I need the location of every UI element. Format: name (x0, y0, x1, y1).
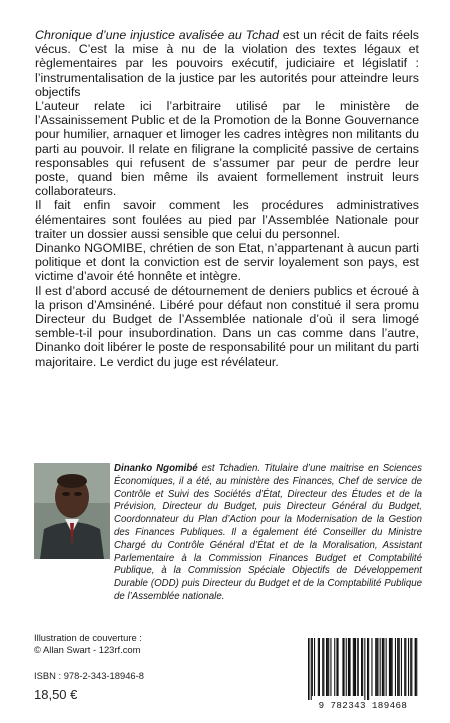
barcode-bar (382, 638, 384, 696)
barcode-bar (395, 638, 396, 696)
barcode-bar (323, 638, 324, 696)
barcode-bar (312, 638, 313, 696)
barcode-bar (355, 638, 356, 696)
barcode-bar (361, 638, 362, 696)
barcode-bar (371, 638, 372, 696)
barcode-bar (362, 638, 363, 696)
barcode-bar (408, 638, 409, 696)
blurb-paragraph: Il est d’abord accusé de détournement de deniers publics et écroué à la prison d’Amsinéné. Libéré pour défaut non constitué il sera promu Directeur du Budget de l’Assemblée nationale d’où il sera limogé semble-t-il pour insubordination. Dans un cas comme dans l’autre, Dinanko doit libérer le poste de responsabilité pour un militant du parti majoritaire. Le verdict du juge est révélateur. (35, 283, 419, 369)
barcode-bar (390, 638, 392, 696)
author-bio (114, 463, 422, 604)
barcode-bar (338, 638, 339, 696)
barcode-bars (304, 638, 422, 700)
barcode-bar (401, 638, 402, 696)
blurb-intro-text: est un récit de faits réels vécus. C’est la mise à nu de la violation des textes légaux et règlementaires par les pouvoirs exécutif, judiciaire et législatif : l’instrumentalisation de la justice par les autorités pour atteindre leurs objectifs (35, 28, 419, 99)
isbn: ISBN : 978-2-343-18946-8 (34, 670, 144, 681)
barcode-bar (311, 638, 312, 700)
barcode-bar (364, 638, 365, 700)
barcode-bar (308, 638, 310, 700)
barcode-bar (415, 638, 417, 696)
barcode-bar (380, 638, 381, 696)
barcode-bar (389, 638, 390, 696)
barcode-bar (392, 638, 393, 696)
barcode-bar (336, 638, 337, 696)
barcode-bar (344, 638, 345, 696)
barcode-bar (322, 638, 323, 696)
barcode-bar (327, 638, 328, 696)
barcode-bar (319, 638, 320, 696)
book-title: Chronique d’une injustice avalisée au Tchad (35, 28, 279, 42)
barcode-bar (416, 638, 417, 696)
blurb-paragraph-intro (35, 28, 419, 99)
barcode-digits: 9 782343 189468 (318, 700, 408, 711)
barcode-bar (397, 638, 398, 696)
barcode-bar (330, 638, 331, 696)
barcode-bar (398, 638, 400, 696)
credits-source: © Allan Swart - 123rf.com (34, 644, 141, 655)
barcode-bar (348, 638, 349, 696)
barcode-bar (353, 638, 354, 696)
barcode-bar (386, 638, 387, 696)
barcode-bar (326, 638, 327, 696)
barcode-bar (354, 638, 355, 696)
barcode-bar (367, 638, 368, 700)
author-name: Dinanko Ngomibé (114, 463, 198, 474)
author-photo (34, 463, 110, 559)
author-bio-text: est Tchadien. Titulaire d’une maitrise en Sciences Économiques, il a été, au ministère des Finances, Chef de service de Contrôle et Suivi des Sociétés d’État, Directeur des Études et de la Prévision, Directeur du Budget, puis Directeur Général du Budget, Coordonnateur du Plan d’Action pour la Modernisation de la Gestion des Finances Publiques. Il a également été Conseiller du Ministre Chargé du Contrôle Général d’État et de la Moralisation, Assistant Parlementaire à la Commission Finances Budget et Comptabilité Publique, à la Commission Spéciale Objectifs de Développement Durable (ODD) puis Directeur du Budget et de la Comptabilité Publique de l’Assemblée nationale. (114, 463, 422, 602)
barcode-bar (383, 638, 384, 696)
price: 18,50 € (34, 687, 78, 702)
barcode-bar (357, 638, 359, 696)
barcode-bar (334, 638, 335, 696)
barcode-bar (314, 638, 315, 696)
barcode-bar (328, 638, 329, 696)
barcode-bar (342, 638, 343, 696)
blurb-paragraph: L’auteur relate ici l’arbitraire utilisé par le ministère de l’Assainissement Public et de la Promotion de la Bonne Gouvernance pour humilier, arnaquer et limoger les cadres intègres non militants du parti au pouvoir. Il relate en filigrane la complicité passive de certains responsables qui refusent de s’assumer par peur de perdre leur poste, quand bien même ils avaient formellement instruit leurs collaborateurs. (35, 99, 419, 199)
barcode-bar (318, 638, 319, 696)
credits-label: Illustration de couverture : (34, 632, 142, 643)
barcode-bar (349, 638, 351, 696)
barcode-bar (405, 638, 406, 696)
blurb (35, 28, 419, 369)
barcode (304, 638, 422, 718)
blurb-paragraph: Dinanko NGOMIBE, chrétien de son Etat, n’appartenant à aucun parti politique et dont la conviction est de servir loyalement son pays, est victime d’avoir été honnête et intègre. (35, 241, 419, 284)
barcode-bar (368, 638, 369, 700)
cover-credits (34, 632, 142, 656)
barcode-bar (346, 638, 347, 696)
barcode-bar (376, 638, 377, 696)
blurb-paragraph: Il fait enfin savoir comment les procédures administratives élémentaires sont foulées au pied par l’Assemblée Nationale pour traiter un dossier aussi sensible que celui du personnel. (35, 198, 419, 241)
barcode-bar (411, 638, 412, 696)
barcode-bar (377, 638, 378, 696)
barcode-bar (404, 638, 405, 696)
barcode-bar (410, 638, 411, 696)
barcode-bar (375, 638, 376, 696)
